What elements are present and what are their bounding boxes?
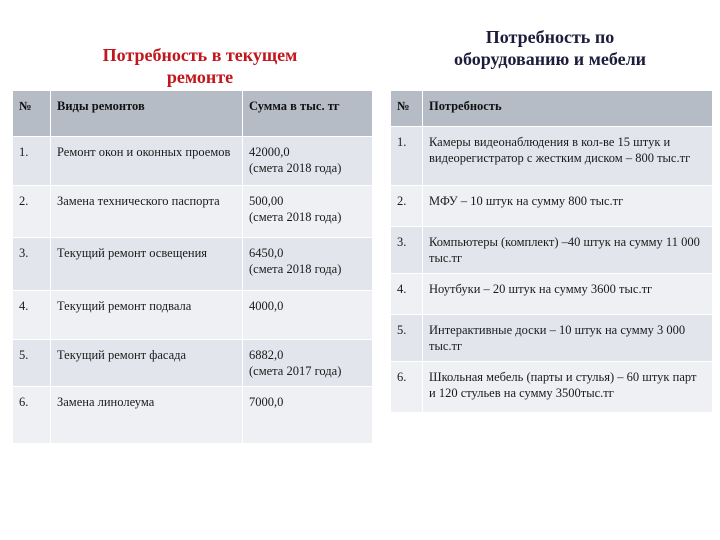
repair-type: Ремонт окон и оконных проемов [51, 137, 243, 186]
repair-amount [243, 238, 373, 291]
repair-amount [243, 291, 373, 340]
table-row [13, 137, 373, 186]
row-number: 2. [13, 186, 51, 238]
need-description: МФУ – 10 штук на сумму 800 тыс.тг [423, 186, 713, 227]
equipment-needs-table [390, 90, 713, 413]
amount-value: 4000,0 [249, 299, 284, 313]
row-number: 1. [13, 137, 51, 186]
amount-value: 500,00 [249, 194, 284, 208]
table-row [391, 186, 713, 227]
need-description: Компьютеры (комплект) –40 штук на сумму 11 000 тыс.тг [423, 227, 713, 274]
amount-note: (смета 2018 года) [249, 161, 342, 175]
need-description: Ноутбуки – 20 штук на сумму 3600 тыс.тг [423, 274, 713, 315]
table-row [13, 238, 373, 291]
equipment-needs-title-line2: оборудованию и мебели [453, 49, 647, 69]
need-description: Камеры видеонаблюдения в кол-ве 15 штук и видеорегистратор с жестким диском – 800 тыс.тг [423, 127, 713, 186]
table-row [13, 340, 373, 387]
repair-amount [243, 387, 373, 444]
amount-note: (смета 2018 года) [249, 210, 342, 224]
equipment-needs-title [420, 26, 680, 70]
row-number: 5. [13, 340, 51, 387]
repair-type: Замена технического паспорта [51, 186, 243, 238]
repair-type: Текущий ремонт подвала [51, 291, 243, 340]
table-row [391, 127, 713, 186]
row-number: 6. [391, 362, 423, 413]
repair-needs-title [60, 44, 340, 88]
table-row [13, 186, 373, 238]
amount-value: 42000,0 [249, 145, 290, 159]
table-row [13, 387, 373, 444]
column-header-need: Потребность [423, 91, 713, 127]
table-row [391, 362, 713, 413]
amount-value: 7000,0 [249, 395, 284, 409]
table-header-row [13, 91, 373, 137]
repair-type: Текущий ремонт фасада [51, 340, 243, 387]
row-number: 3. [391, 227, 423, 274]
row-number: 1. [391, 127, 423, 186]
table-row [391, 227, 713, 274]
column-header-amount: Сумма в тыс. тг [243, 91, 373, 137]
need-description: Интерактивные доски – 10 штук на сумму 3 000 тыс.тг [423, 315, 713, 362]
table-row [391, 274, 713, 315]
table-header-row [391, 91, 713, 127]
amount-note: (смета 2018 года) [249, 262, 342, 276]
row-number: 4. [13, 291, 51, 340]
table-row [13, 291, 373, 340]
repair-needs-title-line2: ремонте [166, 67, 234, 87]
row-number: 4. [391, 274, 423, 315]
row-number: 5. [391, 315, 423, 362]
repair-needs-title-line1: Потребность в текущем [102, 45, 298, 65]
row-number: 2. [391, 186, 423, 227]
repair-type: Текущий ремонт освещения [51, 238, 243, 291]
repair-needs-table [12, 90, 373, 444]
repair-amount [243, 340, 373, 387]
amount-value: 6450,0 [249, 246, 284, 260]
column-header-repair-type: Виды ремонтов [51, 91, 243, 137]
row-number: 6. [13, 387, 51, 444]
repair-amount [243, 137, 373, 186]
need-description: Школьная мебель (парты и стулья) – 60 штук парт и 120 стульев на сумму 3500тыс.тг [423, 362, 713, 413]
column-header-number: № [13, 91, 51, 137]
repair-type: Замена линолеума [51, 387, 243, 444]
amount-value: 6882,0 [249, 348, 284, 362]
equipment-needs-title-line1: Потребность по [485, 27, 615, 47]
repair-amount [243, 186, 373, 238]
table-row [391, 315, 713, 362]
row-number: 3. [13, 238, 51, 291]
amount-note: (смета 2017 года) [249, 364, 342, 378]
column-header-number: № [391, 91, 423, 127]
